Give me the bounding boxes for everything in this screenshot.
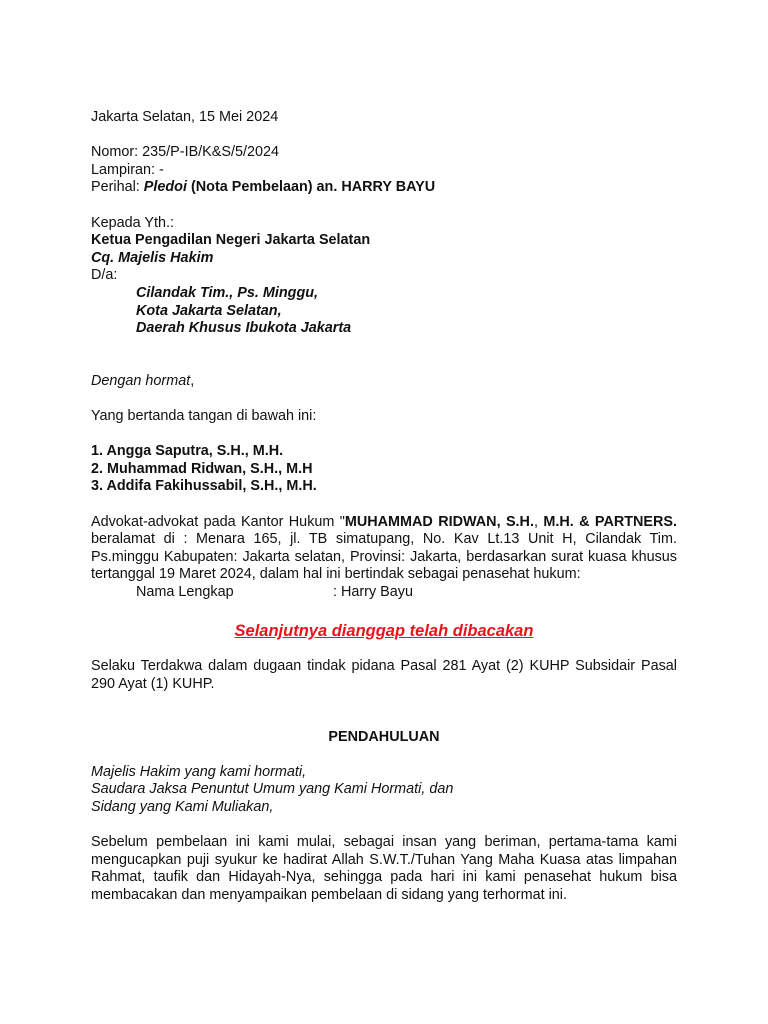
advocate-item: 3. Addifa Fakihussabil, S.H., M.H. (91, 478, 317, 495)
firm-name-a: MUHAMMAD RIDWAN, S.H. (344, 513, 534, 530)
letter-page (91, 109, 677, 905)
greeting-comma: , (190, 372, 195, 389)
letter-number: Nomor: 235/P-IB/K&S/5/2024 (91, 144, 279, 161)
salutation-line: Saudara Jaksa Penuntut Umum yang Kami Hormati, dan (91, 781, 454, 798)
office-text-2: beralamat di : Menara 165, jl. TB simatupang, No. Kav Lt.13 Unit H, Cilandak Tim. Ps.minggu Kabupaten: Jakarta selatan, Provinsi: Jakarta, berdasarkan surat kuasa khusus tertanggal 19 Maret 2024, dalam hal ini bertindak sebagai penasehat hukum: (91, 531, 677, 583)
section-title: PENDAHULUAN (328, 728, 440, 745)
opening-paragraph: Sebelum pembelaan ini kami mulai, sebagai insan yang beriman, pertama-tama kami mengucapkan puji syukur ke hadirat Allah S.W.T./Tuhan Yang Maha Kuasa atas limpahan Rahmat, taufik dan Hidayah-Nya, sehingga pada hari ini kami penasehat hukum bisa membacakan dan menyampaikan pembelaan di sidang yang terhormat ini. (91, 834, 677, 903)
greeting-hormat-text: Dengan hormat (91, 372, 191, 389)
address-line: Cilandak Tim., Ps. Minggu, (136, 284, 319, 301)
recipient-kepada: Kepada Yth.: (91, 214, 174, 231)
office-text-1: Advokat-advokat pada Kantor Hukum " (91, 513, 345, 530)
recipient-name: Ketua Pengadilan Negeri Jakarta Selatan (91, 232, 371, 249)
read-notice: Selanjutnya dianggap telah dibacakan (234, 621, 534, 640)
client-value: : Harry Bayu (333, 584, 413, 601)
subject-prefix: Perihal: (91, 179, 144, 196)
salutation-line: Majelis Hakim yang kami hormati, (91, 763, 307, 780)
subject-line (91, 179, 677, 197)
salutation-line: Sidang yang Kami Muliakan, (91, 798, 274, 815)
place-date: Jakarta Selatan, 15 Mei 2024 (91, 109, 279, 125)
advocate-item: 1. Angga Saputra, S.H., M.H. (91, 443, 284, 460)
client-label: Nama Lengkap (136, 584, 234, 601)
subject-rest: (Nota Pembelaan) an. HARRY BAYU (186, 179, 436, 196)
address-line: Kota Jakarta Selatan, (136, 302, 282, 319)
firm-name-b: M.H. & PARTNERS. (543, 513, 678, 530)
greeting-intro: Yang bertanda tangan di bawah ini: (91, 408, 317, 425)
recipient-cq: Cq. Majelis Hakim (91, 249, 214, 266)
client-row (91, 584, 677, 602)
recipient-da: D/a: (91, 267, 118, 284)
office-paragraph (91, 514, 677, 584)
attachment-line: Lampiran: - (91, 161, 164, 178)
address-line: Daerah Khusus Ibukota Jakarta (136, 320, 352, 337)
advocate-item: 2. Muhammad Ridwan, S.H., M.H (91, 460, 313, 477)
subject-italic: Pledoi (143, 179, 187, 196)
charge-paragraph: Selaku Terdakwa dalam dugaan tindak pidana Pasal 281 Ayat (2) KUHP Subsidair Pasal 290 Ayat (1) KUHP. (91, 658, 677, 692)
firm-sep: , (533, 513, 544, 530)
greeting-hormat (91, 373, 677, 391)
